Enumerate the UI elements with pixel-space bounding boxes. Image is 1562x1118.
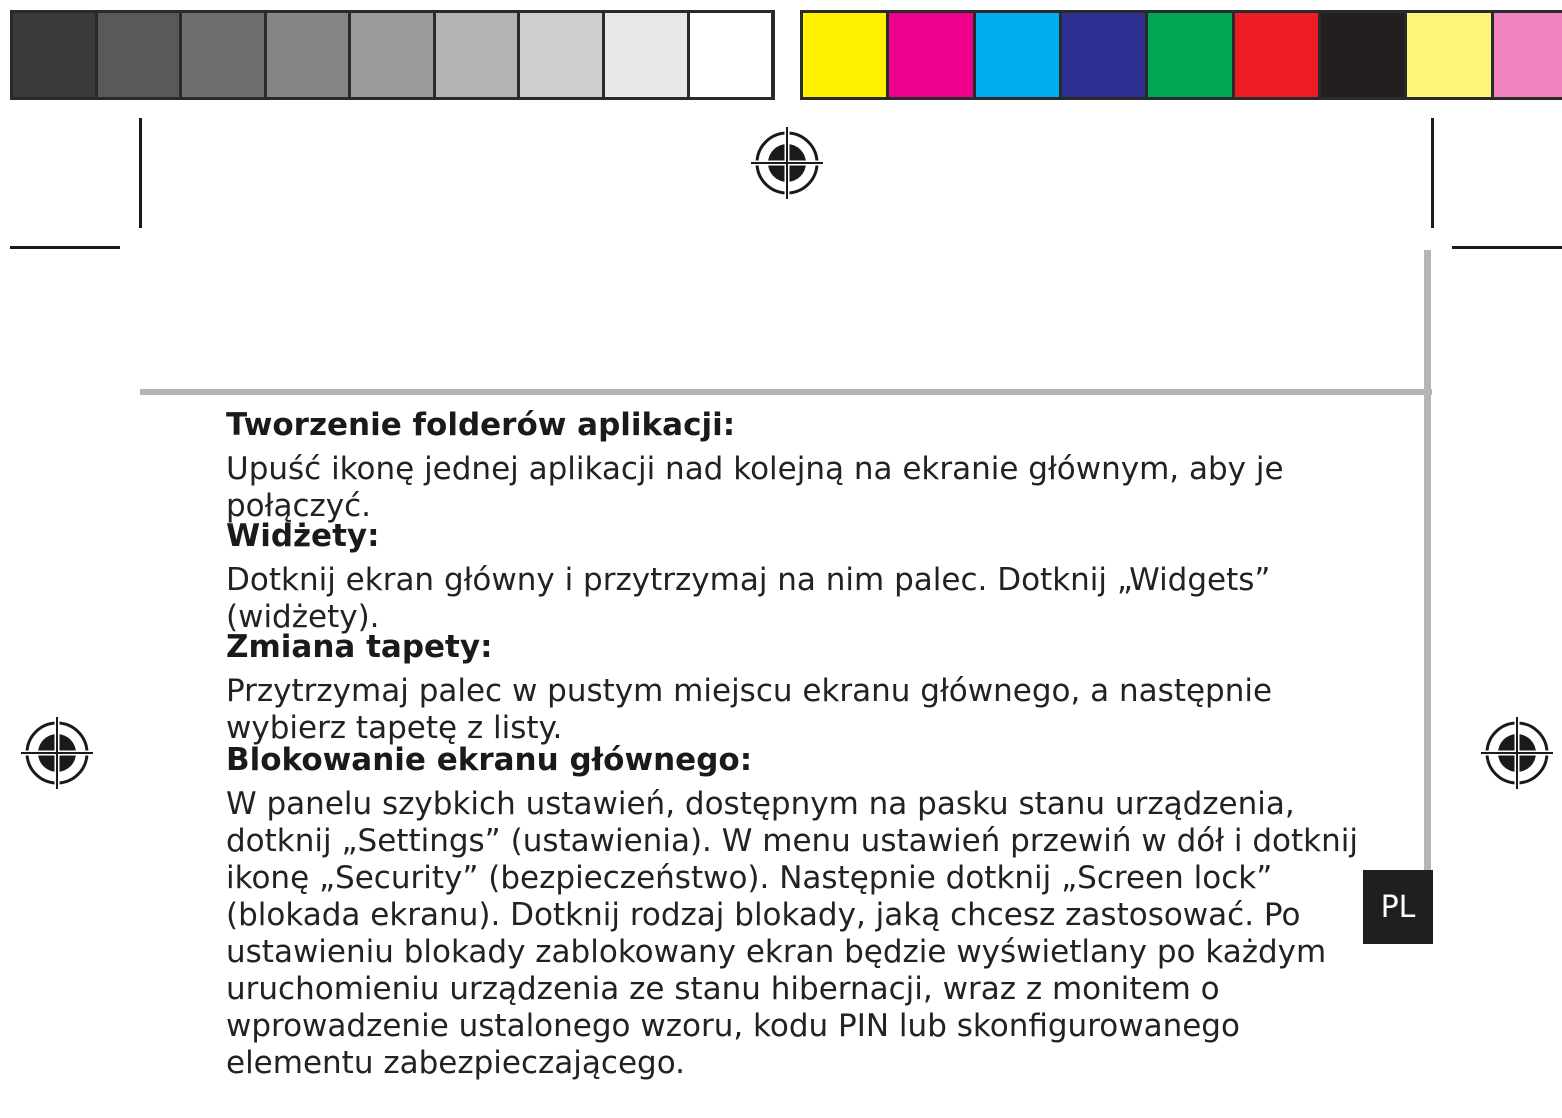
crop-mark-top-right-horizontal [1452, 246, 1562, 249]
gray-swatch [351, 13, 436, 97]
section-body: Upuść ikonę jednej aplikacji nad kolejną na ekranie głównym, aby je połączyć. [226, 451, 1284, 524]
section-body: Przytrzymaj palec w pustym miejscu ekranu głównego, a następnie wybierz tapetę z listy. [226, 673, 1273, 746]
page-side-rule [1424, 250, 1431, 870]
crosshair-target-icon [19, 715, 95, 791]
color-swatch [1235, 13, 1321, 97]
crosshair-target-icon [1479, 715, 1555, 791]
color-swatch [1062, 13, 1148, 97]
gray-swatch [13, 13, 98, 97]
color-swatch [976, 13, 1062, 97]
gray-swatch [520, 13, 605, 97]
language-tab: PL [1363, 870, 1433, 944]
section-wallpaper [226, 630, 1366, 747]
manual-content [226, 408, 1366, 1082]
gray-swatch [436, 13, 521, 97]
crosshair-target-icon [749, 125, 825, 201]
gray-swatch [267, 13, 352, 97]
section-app-folders [226, 408, 1366, 525]
process-color-bar [800, 10, 1562, 100]
page-top-rule [140, 389, 1432, 395]
section-heading: Blokowanie ekranu głównego: [226, 742, 753, 778]
section-screen-lock [226, 743, 1366, 1082]
color-swatch [1321, 13, 1407, 97]
color-swatch [1494, 13, 1562, 97]
color-swatch [803, 13, 889, 97]
section-body: W panelu szybkich ustawień, dostępnym na pasku stanu urządzenia, dotknij „Settings” (ustawienia). W menu ustawień przewiń w dół i dotknij ikonę „Security” (bezpieczeństwo). Następnie dotknij „Screen lock” (blokada ekranu). Dotknij rodzaj blokady, jaką chcesz zastosować. Po ustawieniu blokady zablokowany ekran będzie wyświetlany po każdym uruchomieniu urządzenia ze stanu hibernacji, wraz z monitem o wprowadzenie ustalonego wzoru, kodu PIN lub skonfigurowanego elementu zabezpieczającego. [226, 786, 1358, 1081]
color-swatch [1407, 13, 1493, 97]
section-widgets [226, 519, 1366, 636]
section-heading: Zmiana tapety: [226, 629, 493, 665]
section-heading: Widżety: [226, 518, 380, 554]
section-heading: Tworzenie folderów aplikacji: [226, 407, 736, 443]
grayscale-color-bar [10, 10, 775, 100]
color-swatch [1148, 13, 1234, 97]
gray-swatch [690, 13, 772, 97]
gray-swatch [98, 13, 183, 97]
color-swatch [889, 13, 975, 97]
section-body: Dotknij ekran główny i przytrzymaj na nim palec. Dotknij „Widgets” (widżety). [226, 562, 1271, 635]
crop-mark-top-left-horizontal [10, 246, 120, 249]
gray-swatch [182, 13, 267, 97]
crop-mark-top-right-vertical [1431, 118, 1434, 228]
gray-swatch [605, 13, 690, 97]
crop-mark-top-left-vertical [139, 118, 142, 228]
